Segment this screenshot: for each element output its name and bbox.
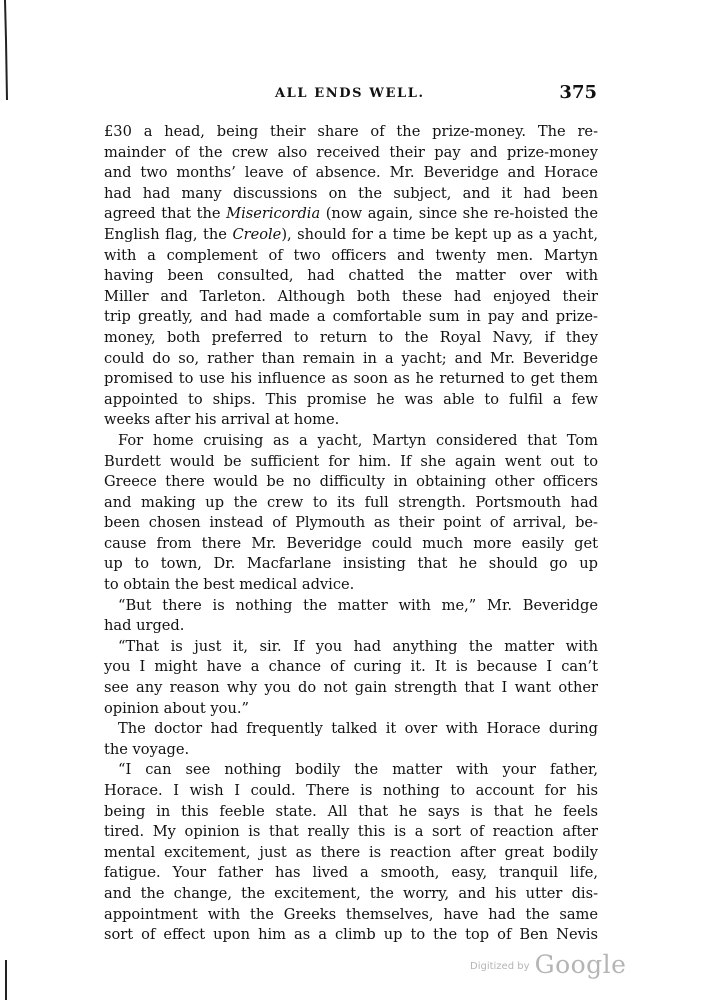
page-edge-mark-bottom [2,960,10,1000]
text-segment: with a complement of two officers and twenty men. Martyn [104,246,598,264]
text-segment: mainder of the crew also received their pay and prize-money [104,143,598,161]
text-segment: ), should for a time be kept up as a yacht, [281,225,598,243]
text-segment: weeks after his arrival at home. [104,411,340,429]
text-segment: money, both preferred to return to the Royal Navy, if they [104,328,598,346]
watermark-prefix: Digitized by [470,961,530,972]
text-line [104,781,598,802]
text-line [104,678,598,699]
text-segment: opinion about you.” [104,699,249,717]
text-segment: had urged. [104,617,185,635]
chapter-title: ALL ENDS WELL. [275,86,425,101]
text-segment: see any reason why you do not gain strength that I want other [104,679,598,697]
text-segment: £30 a head, being their share of the prize-money. The re- [104,123,598,140]
text-segment: been chosen instead of Plymouth as their point of arrival, be- [104,514,598,532]
text-segment: being in this feeble state. All that he says is that he feels [104,802,598,820]
text-line [104,884,598,905]
watermark-logo: Google [534,950,627,979]
digitized-by-watermark [470,950,630,980]
text-segment: fatigue. Your father has lived a smooth, easy, tranquil life, [104,864,598,882]
text-line [104,410,598,431]
text-segment: tired. My opinion is that really this is a sort of reaction after [104,823,598,841]
text-line [104,863,598,884]
italic-ship-name: Misericordia [226,205,321,223]
text-segment: you I might have a chance of curing it. It is because I can’t [104,658,598,676]
text-line [104,431,598,452]
text-segment: could do so, rather than remain in a yacht; and Mr. Beveridge [104,349,598,367]
text-segment: up to town, Dr. Macfarlane insisting that he should go up [104,555,598,573]
text-segment: trip greatly, and had made a comfortable sum in pay and prize- [104,308,598,326]
text-line [104,246,598,267]
page-number: 375 [559,82,597,103]
text-line [104,225,598,246]
text-segment: “But there is nothing the matter with me,” Mr. Beveridge [118,596,598,614]
text-line [104,184,598,205]
text-line [104,472,598,493]
page-edge-mark-top [2,0,10,100]
text-line [104,925,598,946]
text-segment: agreed that the [104,205,227,223]
text-line [104,657,598,678]
text-line [104,802,598,823]
text-line [104,760,598,781]
text-segment: promised to use his influence as soon as he returned to get them [104,370,598,388]
text-line [104,596,598,617]
text-line [104,143,598,164]
text-line [104,719,598,740]
text-segment: had had many discussions on the subject, and it had been [104,184,598,202]
body-text [104,122,598,946]
text-segment: the voyage. [104,740,190,758]
running-head [105,82,597,110]
text-segment: and the change, the excitement, the worry, and his utter dis- [104,884,598,902]
text-line [104,204,598,225]
text-line [104,369,598,390]
text-line [104,740,598,761]
text-line [104,328,598,349]
text-line [104,575,598,596]
text-line [104,122,598,143]
text-line [104,843,598,864]
text-segment: Greece there would be no difficulty in obtaining other officers [104,473,598,491]
text-line [104,307,598,328]
text-line [104,534,598,555]
text-line [104,493,598,514]
text-segment: mental excitement, just as there is reaction after great bodily [104,843,598,861]
text-segment: sort of effect upon him as a climb up to the top of Ben Nevis [104,926,598,944]
text-segment: Burdett would be sufficient for him. If she again went out to [104,452,598,470]
text-line [104,905,598,926]
text-segment: and making up the crew to its full strength. Portsmouth had [104,493,598,511]
text-segment: cause from there Mr. Beveridge could much more easily get [104,534,598,552]
text-line [104,822,598,843]
text-segment: Horace. I wish I could. There is nothing to account for his [104,782,598,799]
text-line [104,452,598,473]
text-segment: “I can see nothing bodily the matter with your father, [118,761,598,779]
text-segment: having been consulted, had chatted the matter over with [104,267,598,285]
text-line [104,349,598,370]
text-line [104,513,598,534]
text-segment: English flag, the [104,225,233,243]
text-segment: “That is just it, sir. If you had anything the matter with [118,637,598,655]
text-segment: For home cruising as a yacht, Martyn considered that Tom [118,431,598,449]
text-line [104,163,598,184]
text-segment: The doctor had frequently talked it over with Horace during [118,720,598,738]
text-segment: Miller and Tarleton. Although both these had enjoyed their [104,287,598,305]
text-segment: (now again, since she re-hoisted the [320,205,598,223]
text-segment: appointment with the Greeks themselves, have had the same [104,905,598,923]
text-segment: and two months’ leave of absence. Mr. Beveridge and Horace [104,164,598,182]
text-line [104,616,598,637]
text-line [104,699,598,720]
text-line [104,637,598,658]
text-line [104,266,598,287]
text-line [104,390,598,411]
text-segment: to obtain the best medical advice. [104,576,355,594]
italic-ship-name: Creole [232,225,282,243]
text-line [104,287,598,308]
text-segment: appointed to ships. This promise he was able to fulfil a few [104,390,598,408]
text-line [104,554,598,575]
